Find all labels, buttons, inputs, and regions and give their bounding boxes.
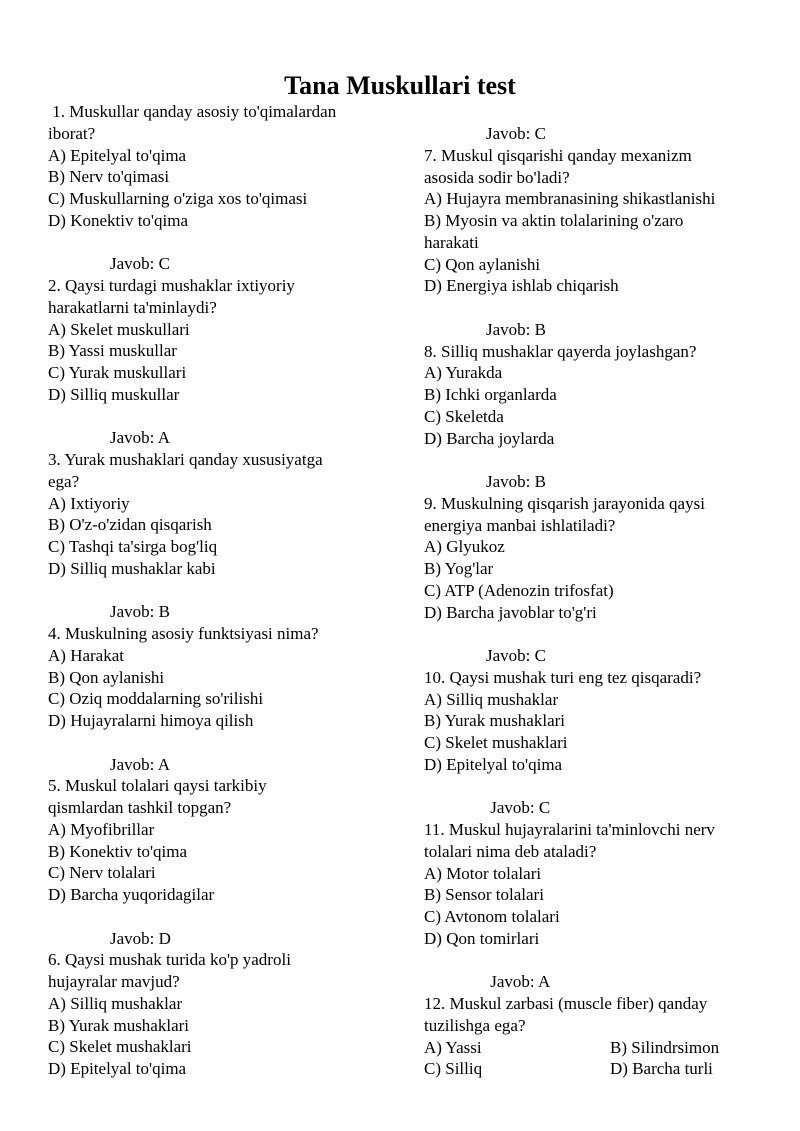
blank-line — [48, 732, 388, 754]
question-text: 8. Silliq mushaklar qayerda joylashgan? — [424, 341, 697, 361]
answer-option: B) Yassi muskullar — [48, 341, 177, 361]
answer-option: B) Silindrsimon — [610, 1037, 720, 1057]
answer-option: A) Yurakda — [424, 363, 503, 383]
answer-option: A) Harakat — [48, 645, 124, 665]
answer-option: C) Oziq moddalarning so'rilishi — [48, 689, 264, 709]
question-text: tolalari nima deb ataladi? — [424, 841, 597, 861]
left-column — [48, 101, 388, 1080]
question-text: hujayralar mavjud? — [48, 972, 180, 991]
answer-key: Javob: B — [110, 602, 170, 622]
answer-option: D) Hujayralarni himoya qilish — [48, 711, 254, 730]
answer-option: B) Sensor tolalari — [424, 885, 544, 905]
answer-option: C) Skelet mushaklari — [48, 1037, 192, 1057]
answer-option: D) Epitelyal to'qima — [424, 754, 563, 774]
question-text: 1. Muskullar qanday asosiy to'qimalardan — [48, 102, 337, 121]
answer-option: C) Silliq — [424, 1059, 483, 1079]
answer-option: D) Barcha yuqoridagilar — [48, 885, 215, 904]
question-text: 3. Yurak mushaklari qanday xususiyatga — [48, 450, 323, 469]
answer-option: A) Ixtiyoriy — [48, 493, 130, 513]
question-text: 11. Muskul hujayralarini ta'minlovchi nerv — [424, 820, 715, 839]
question-text: ega? — [48, 471, 80, 491]
answer-key: Javob: C — [110, 254, 170, 274]
question-text: asosida sodir bo'ladi? — [424, 167, 570, 187]
answer-key: Javob: A — [110, 428, 170, 448]
answer-option: C) Skeletda — [424, 406, 504, 426]
answer-option: A) Yassi — [424, 1037, 482, 1057]
answer-key: Javob: B — [486, 472, 546, 491]
answer-option: B) Myosin va aktin tolalarining o'zaro — [424, 211, 684, 230]
blank-line — [48, 906, 388, 928]
question-text: 12. Muskul zarbasi (muscle fiber) qanday — [424, 994, 708, 1013]
answer-option: C) Skelet mushaklari — [424, 733, 568, 752]
question-text: tuzilishga ega? — [424, 1015, 526, 1035]
page-title: Tana Muskullari test — [284, 71, 516, 100]
answer-option: D) Energiya ishlab chiqarish — [424, 276, 619, 296]
answer-option: C) Qon aylanishi — [424, 254, 541, 274]
answer-key: Javob: B — [486, 319, 546, 339]
question-text: harakatlarni ta'minlaydi? — [48, 297, 217, 317]
answer-option: A) Myofibrillar — [48, 819, 155, 839]
answer-option: C) Avtonom tolalari — [424, 907, 560, 926]
question-text: 4. Muskulning asosiy funktsiyasi nima? — [48, 624, 319, 643]
answer-option: D) Konektiv to'qima — [48, 210, 188, 230]
blank-line — [424, 950, 764, 972]
answer-key: Javob: C — [486, 646, 546, 665]
answer-option: A) Silliq mushaklar — [424, 689, 559, 709]
answer-option: C) Muskullarning o'ziga xos to'qimasi — [48, 189, 308, 208]
answer-option: B) O'z-o'zidan qisqarish — [48, 515, 212, 535]
answer-option: B) Yog'lar — [424, 559, 494, 578]
answer-key: Javob: A — [486, 972, 551, 992]
blank-line — [48, 580, 388, 602]
answer-option: C) Yurak muskullari — [48, 363, 187, 382]
answer-option: D) Silliq muskullar — [48, 384, 180, 404]
question-text: energiya manbai ishlatiladi? — [424, 515, 616, 535]
answer-option: A) Motor tolalari — [424, 863, 542, 883]
answer-option: B) Nerv to'qimasi — [48, 167, 170, 187]
answer-option: D) Barcha joylarda — [424, 428, 555, 448]
question-text: qismlardan tashkil topgan? — [48, 798, 232, 817]
question-text: 2. Qaysi turdagi mushaklar ixtiyoriy — [48, 276, 295, 295]
answer-option: B) Qon aylanishi — [48, 667, 165, 687]
answer-key: Javob: C — [486, 798, 551, 818]
answer-option: A) Hujayra membranasining shikastlanishi — [424, 189, 716, 209]
answer-option-row — [424, 1058, 764, 1080]
answer-option: B) Ichki organlarda — [424, 385, 557, 404]
answer-option: D) Barcha javoblar to'g'ri — [424, 602, 597, 622]
blank-line — [424, 297, 764, 319]
answer-option: D) Qon tomirlari — [424, 928, 540, 948]
blank-line — [48, 406, 388, 428]
answer-option: A) Glyukoz — [424, 537, 505, 557]
answer-option: B) Yurak mushaklari — [48, 1015, 190, 1035]
question-text: 9. Muskulning qisqarish jarayonida qaysi — [424, 493, 705, 513]
question-text: harakati — [424, 232, 479, 252]
question-text: 10. Qaysi mushak turi eng tez qisqaradi? — [424, 667, 702, 687]
answer-option: A) Silliq mushaklar — [48, 993, 183, 1013]
blank-line — [48, 232, 388, 254]
blank-line — [424, 776, 764, 798]
answer-key: Javob: C — [486, 124, 546, 143]
right-column — [424, 123, 764, 1080]
answer-option: A) Skelet muskullari — [48, 319, 190, 339]
answer-option: D) Silliq mushaklar kabi — [48, 558, 216, 578]
answer-option: B) Yurak mushaklari — [424, 711, 566, 731]
blank-line — [424, 449, 764, 471]
answer-option-row — [424, 1037, 764, 1059]
blank-line — [424, 623, 764, 645]
answer-key: Javob: A — [110, 754, 170, 774]
answer-option: D) Epitelyal to'qima — [48, 1059, 187, 1078]
answer-option: B) Konektiv to'qima — [48, 841, 188, 861]
question-text: iborat? — [48, 123, 96, 143]
answer-option: D) Barcha turli — [610, 1059, 713, 1079]
question-text: 7. Muskul qisqarishi qanday mexanizm — [424, 145, 692, 165]
answer-option: C) Tashqi ta'sirga bog'liq — [48, 537, 218, 556]
answer-option: C) Nerv tolalari — [48, 863, 156, 883]
question-text: 6. Qaysi mushak turida ko'p yadroli — [48, 950, 291, 970]
answer-key: Javob: D — [110, 928, 171, 948]
answer-option: C) ATP (Adenozin trifosfat) — [424, 580, 614, 600]
answer-option: A) Epitelyal to'qima — [48, 145, 187, 165]
question-text: 5. Muskul tolalari qaysi tarkibiy — [48, 776, 267, 796]
